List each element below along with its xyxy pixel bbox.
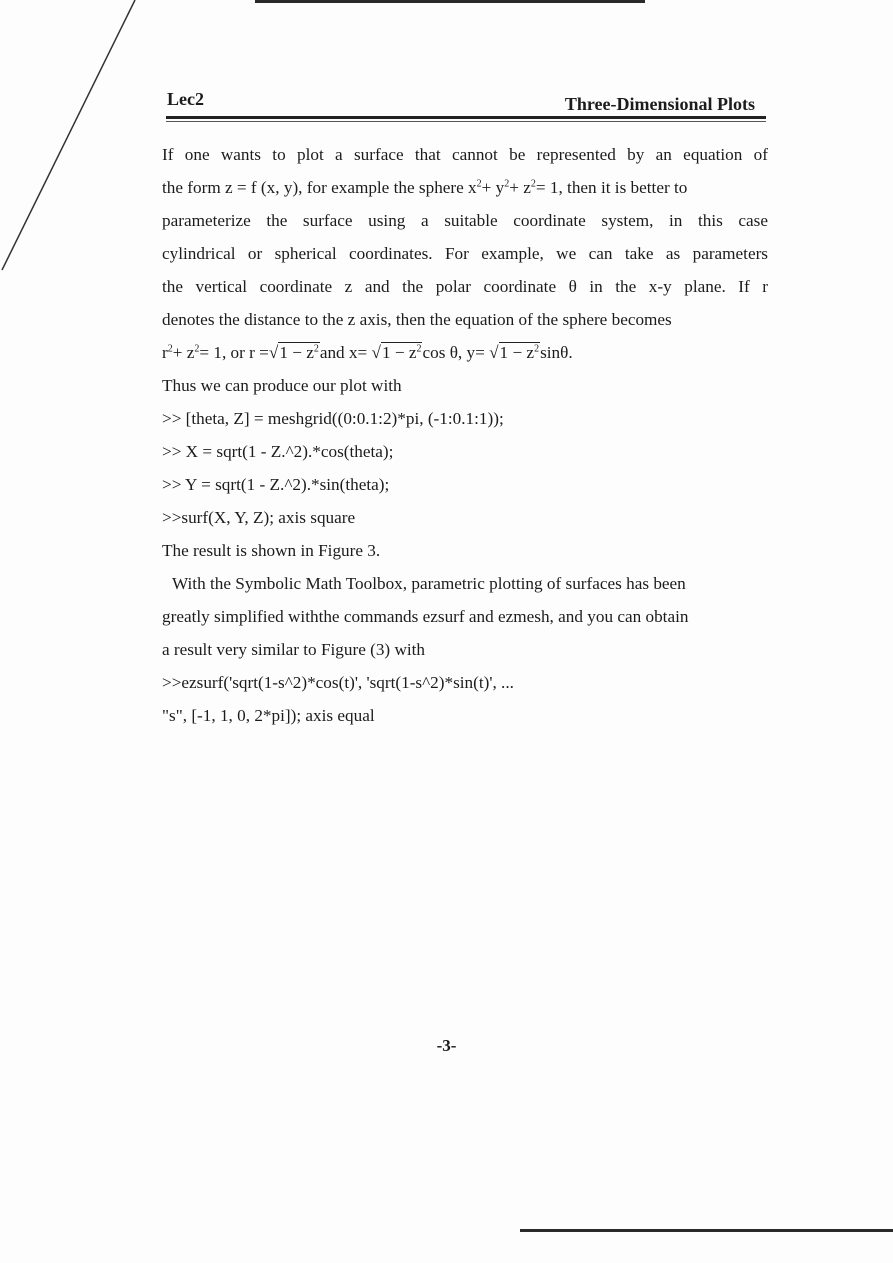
paragraph-line: cylindrical or spherical coordinates. For example, we can take as parameters [162,244,768,263]
text-line: Thus we can produce our plot with [162,376,402,395]
code-line: >> X = sqrt(1 - Z.^2).*cos(theta); [162,442,394,461]
scan-left-fold-line [0,0,140,280]
paragraph-line-sphere: the form z = f (x, y), for example the sphere $x^2+ y^2+ z^2= 1$, then it is better to [162,178,688,197]
header-lecture-label: Lec2 [167,89,204,109]
paragraph-line: denotes the distance to the z axis, then the equation of the sphere becomes [162,310,672,329]
scan-bottom-edge [520,1229,893,1232]
paragraph-line: a result very similar to Figure (3) with [162,640,426,659]
page-body [162,138,768,732]
page-number: -3- [436,1036,457,1055]
code-line: >> Y = sqrt(1 - Z.^2).*sin(theta); [162,475,390,494]
code-line: >>surf(X, Y, Z); axis square [162,508,356,527]
paragraph-line: With the Symbolic Math Toolbox, parametric plotting of surfaces has been [172,574,686,593]
header-rule-thin [166,121,766,122]
paragraph-line: parameterize the surface using a suitable coordinate system, in this case [162,211,768,230]
sphere-equation: $r^2+ z^2= 1$, or $r =√1 - z^2and$ $x= √1 - z^2\cos$ θ, $y= √1 - z^2\sin\theta$. [162,343,573,362]
code-line: >> [theta, Z] = meshgrid((0:0.1:2)*pi, (-1:0.1:1)); [162,409,504,428]
paragraph-line: the vertical coordinate z and the polar coordinate θ in the x-y plane. If r [162,277,768,296]
paragraph-line: If one wants to plot a surface that cannot be represented by an equation of [162,145,768,164]
paragraph-line: greatly simplified withthe commands ezsurf and ezmesh, and you can obtain [162,607,689,626]
code-line: "s", [-1, 1, 0, 2*pi]); axis equal [162,706,375,725]
header-chapter-title: Three-Dimensional Plots [564,94,755,114]
scan-top-edge [255,0,645,3]
header-rule [166,116,766,119]
text-line: The result is shown in Figure 3. [162,541,381,560]
code-line: >>ezsurf('sqrt(1-s^2)*cos(t)', 'sqrt(1-s^2)*sin(t)', ... [162,673,514,692]
